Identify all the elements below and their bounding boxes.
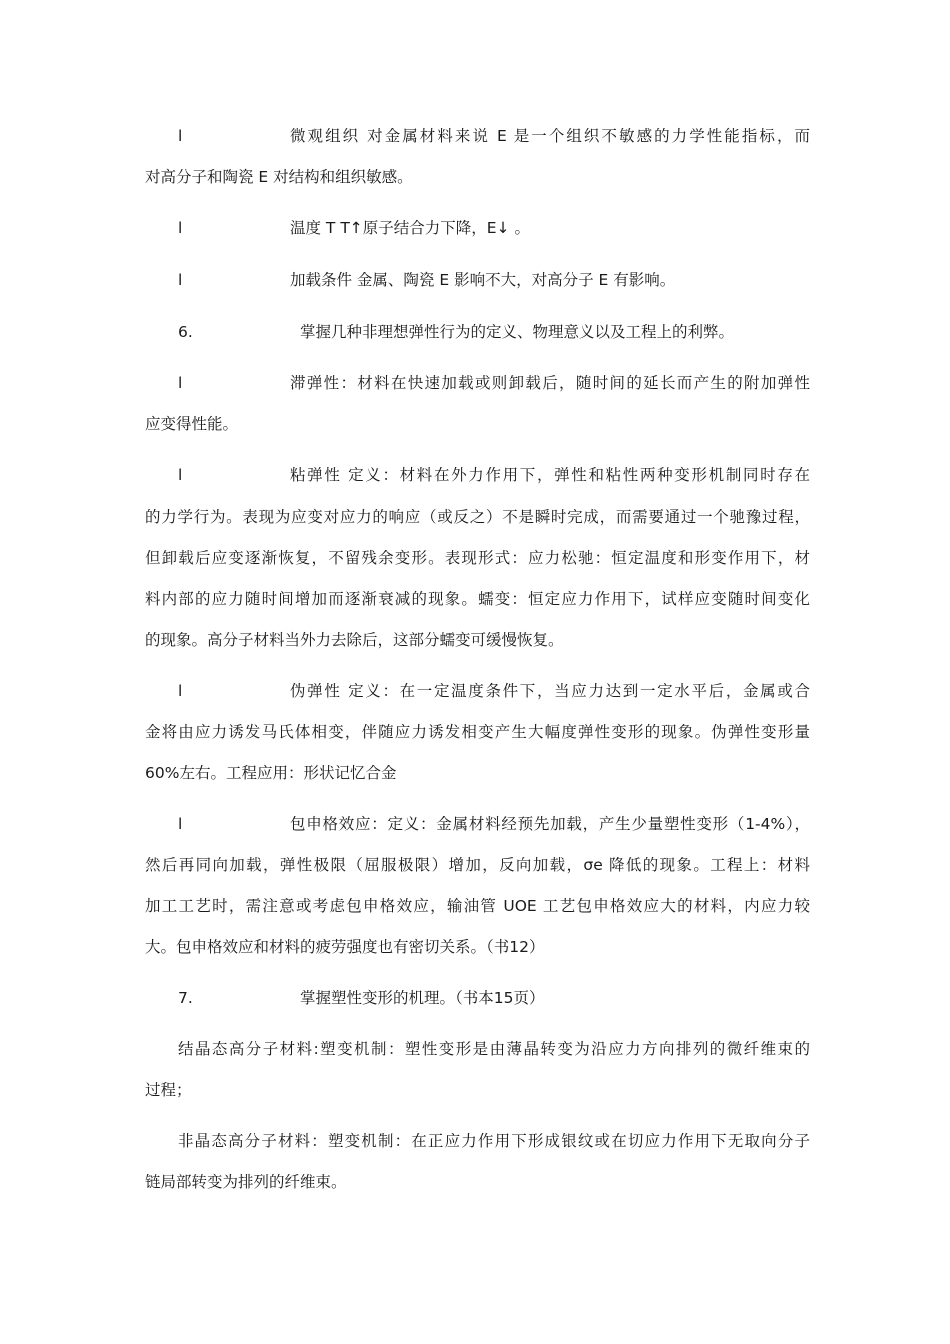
bullet-text-anelasticity: 滞弹性：材料在快速加载或则卸载后，随时间的延长而产生的附加弹性 bbox=[290, 374, 810, 392]
bullet-text-microstructure: 微观组织 对金属材料来说 E 是一个组织不敏感的力学性能指标，而 bbox=[290, 127, 810, 145]
bullet-marker: l bbox=[178, 682, 183, 700]
paragraph-line: 金将由应力诱发马氏体相变，伴随应力诱发相变产生大幅度弹性变形的现象。伪弹性变形量 bbox=[145, 723, 810, 741]
bullet-marker: l bbox=[178, 374, 183, 392]
bullet-marker: l bbox=[178, 466, 183, 484]
section-number-6: 6. bbox=[178, 323, 193, 341]
paragraph-line: 过程； bbox=[145, 1081, 192, 1099]
paragraph-line: 加工工艺时，需注意或考虑包申格效应，输油管 UOE 工艺包申格效应大的材料，内应力较 bbox=[145, 897, 810, 915]
bullet-text-bauschinger: 包申格效应：定义：金属材料经预先加载，产生少量塑性变形（1-4%）， bbox=[290, 815, 810, 833]
paragraph-line: 但卸载后应变逐渐恢复，不留残余变形。表现形式：应力松驰：恒定温度和形变作用下，材 bbox=[145, 549, 810, 567]
paragraph-amorphous-polymer: 非晶态高分子材料：塑变机制：在正应力作用下形成银纹或在切应力作用下无取向分子 bbox=[178, 1132, 810, 1150]
paragraph-line: 链局部转变为排列的纤维束。 bbox=[145, 1173, 347, 1191]
paragraph-line: 料内部的应力随时间增加而逐渐衰减的现象。蠕变：恒定应力作用下，试样应变随时间变化 bbox=[145, 590, 810, 608]
paragraph-line: 的现象。高分子材料当外力去除后，这部分蠕变可缓慢恢复。 bbox=[145, 631, 564, 649]
bullet-continuation: 应变得性能。 bbox=[145, 415, 239, 433]
section-heading-6: 掌握几种非理想弹性行为的定义、物理意义以及工程上的利弊。 bbox=[300, 323, 735, 341]
paragraph-line: 然后再同向加载，弹性极限（屈服极限）增加，反向加载，σe 降低的现象。工程上：材料 bbox=[145, 856, 810, 874]
paragraph-line: 的力学行为。表现为应变对应力的响应（或反之）不是瞬时完成，而需要通过一个驰豫过程， bbox=[145, 508, 810, 526]
bullet-continuation: 对高分子和陶瓷 E 对结构和组织敏感。 bbox=[145, 168, 413, 186]
paragraph-crystalline-polymer: 结晶态高分子材料:塑变机制：塑性变形是由薄晶转变为沿应力方向排列的微纤维束的 bbox=[178, 1040, 810, 1058]
bullet-marker: l bbox=[178, 271, 183, 289]
section-heading-7: 掌握塑性变形的机理。（书本15页） bbox=[300, 989, 545, 1007]
bullet-marker: l bbox=[178, 815, 183, 833]
bullet-text-loading: 加载条件 金属、陶瓷 E 影响不大，对高分子 E 有影响。 bbox=[290, 271, 676, 289]
bullet-text-pseudoelasticity: 伪弹性 定义：在一定温度条件下，当应力达到一定水平后，金属或合 bbox=[290, 682, 810, 700]
section-number-7: 7. bbox=[178, 989, 193, 1007]
bullet-marker: l bbox=[178, 127, 183, 145]
paragraph-line: 60%左右。工程应用：形状记忆合金 bbox=[145, 764, 397, 782]
bullet-marker: l bbox=[178, 219, 183, 237]
paragraph-line: 大。包申格效应和材料的疲劳强度也有密切关系。（书12） bbox=[145, 938, 545, 956]
bullet-text-viscoelasticity: 粘弹性 定义：材料在外力作用下，弹性和粘性两种变形机制同时存在 bbox=[290, 466, 810, 484]
bullet-text-temperature: 温度 T T↑原子结合力下降，E↓ 。 bbox=[290, 219, 530, 237]
